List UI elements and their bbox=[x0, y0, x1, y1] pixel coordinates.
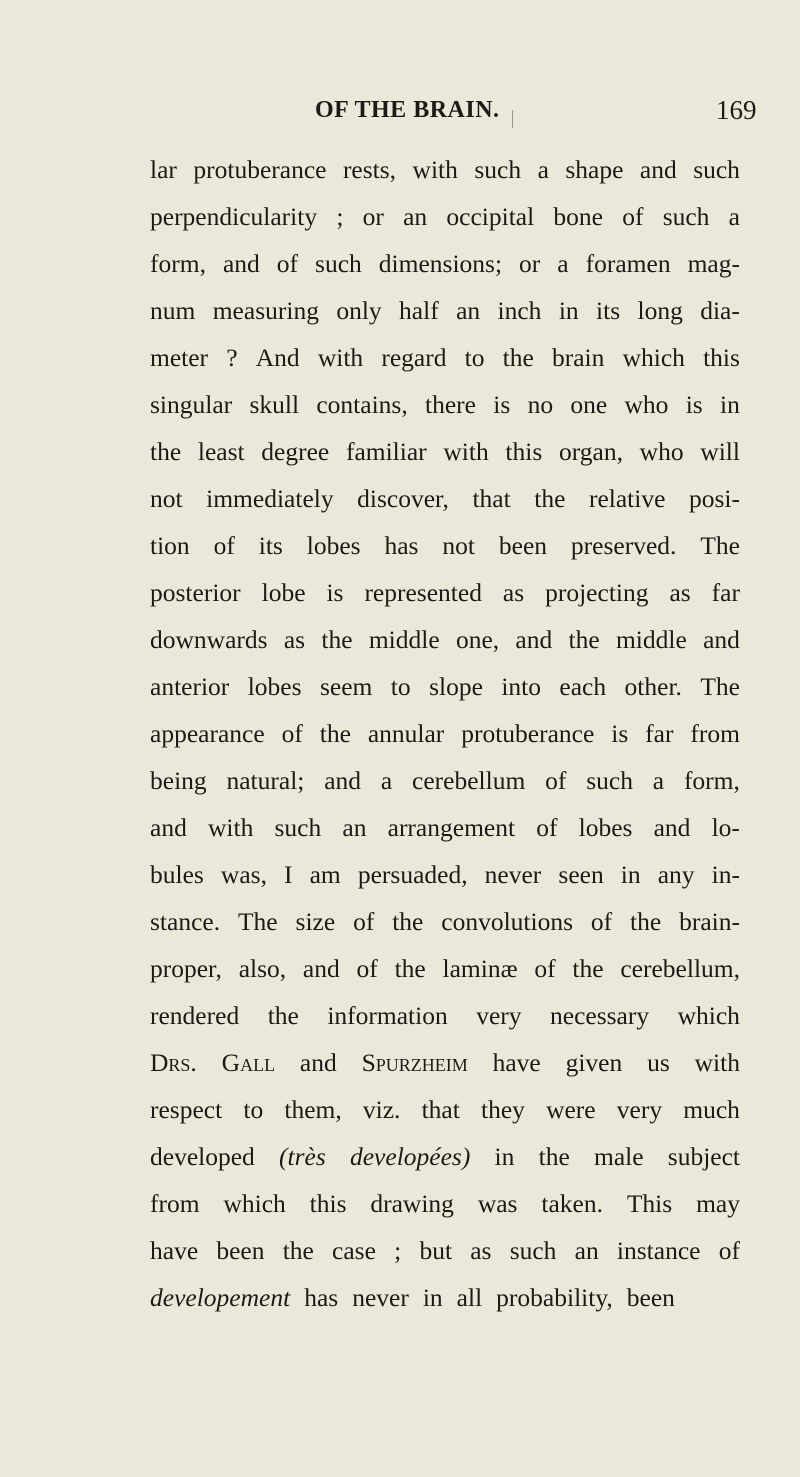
word: developées) bbox=[349, 1142, 471, 1171]
word: and bbox=[653, 813, 691, 842]
word: the bbox=[538, 1142, 570, 1171]
word: respect bbox=[150, 1095, 223, 1124]
word: may bbox=[696, 1189, 740, 1218]
word: all bbox=[456, 1283, 483, 1312]
word: a bbox=[537, 155, 549, 184]
word: very bbox=[476, 1001, 522, 1030]
word: brain bbox=[551, 343, 605, 372]
word: and bbox=[515, 625, 553, 654]
word: the bbox=[394, 954, 426, 983]
word: far bbox=[711, 578, 740, 607]
word: taken. bbox=[541, 1189, 603, 1218]
word: the bbox=[534, 484, 566, 513]
word: this bbox=[505, 437, 543, 466]
word: is bbox=[326, 578, 344, 607]
word: in bbox=[422, 1283, 443, 1312]
word: a bbox=[380, 766, 393, 795]
word: each bbox=[559, 672, 607, 701]
word: Spurzheim bbox=[361, 1048, 468, 1077]
word: as bbox=[283, 625, 306, 654]
word: slope bbox=[429, 672, 483, 701]
word: us bbox=[647, 1048, 670, 1077]
word: lobes bbox=[247, 672, 302, 701]
word: with bbox=[412, 155, 458, 184]
word: This bbox=[626, 1189, 673, 1218]
word: dia- bbox=[700, 296, 740, 325]
word: immediately bbox=[206, 484, 334, 513]
word: and bbox=[324, 766, 362, 795]
word: and bbox=[299, 1048, 337, 1077]
word: an bbox=[403, 202, 428, 231]
word: been bbox=[216, 1236, 265, 1265]
word: and bbox=[302, 954, 340, 983]
word: meter bbox=[150, 343, 209, 372]
word: an bbox=[574, 1236, 599, 1265]
word: of bbox=[353, 907, 375, 936]
word: not bbox=[150, 484, 183, 513]
word: tion bbox=[150, 531, 190, 560]
word: half bbox=[399, 296, 439, 325]
text-line bbox=[150, 193, 740, 240]
word: of bbox=[213, 531, 235, 560]
word: was, bbox=[220, 860, 267, 889]
word: also, bbox=[238, 954, 287, 983]
word: of bbox=[590, 907, 613, 936]
body-text bbox=[150, 146, 740, 1321]
word: of bbox=[356, 954, 378, 983]
text-line bbox=[150, 1180, 740, 1227]
text-line bbox=[150, 287, 740, 334]
word: and bbox=[150, 813, 187, 842]
text-line bbox=[150, 1086, 740, 1133]
word: stance. bbox=[150, 907, 221, 936]
word: of bbox=[276, 249, 299, 278]
word: such bbox=[315, 249, 362, 278]
text-line bbox=[150, 1133, 740, 1180]
word: mag- bbox=[687, 249, 740, 278]
word: developed bbox=[150, 1142, 255, 1171]
word: any bbox=[657, 860, 695, 889]
word: the bbox=[150, 437, 182, 466]
text-line bbox=[150, 522, 740, 569]
word: such bbox=[662, 202, 710, 231]
text-line bbox=[150, 240, 740, 287]
word: will bbox=[700, 437, 740, 466]
word: the bbox=[392, 907, 424, 936]
word: cerebellum bbox=[412, 766, 526, 795]
text-line bbox=[150, 992, 740, 1039]
word: as bbox=[502, 578, 525, 607]
word: lar bbox=[150, 155, 177, 184]
text-line bbox=[150, 334, 740, 381]
word: with bbox=[317, 343, 364, 372]
word: ; bbox=[336, 202, 344, 231]
word: lobes bbox=[306, 531, 361, 560]
word: have bbox=[492, 1048, 541, 1077]
word: a bbox=[728, 202, 740, 231]
word: skull bbox=[249, 390, 300, 419]
word: drawing bbox=[370, 1189, 454, 1218]
word: form, bbox=[150, 249, 206, 278]
word: the bbox=[282, 1236, 314, 1265]
word: natural; bbox=[226, 766, 305, 795]
text-line bbox=[150, 804, 740, 851]
word: far bbox=[645, 719, 674, 748]
word: laminæ bbox=[442, 954, 518, 983]
word: one, bbox=[455, 625, 500, 654]
word: perpendicularity bbox=[150, 202, 318, 231]
word: a bbox=[652, 766, 665, 795]
word: who bbox=[624, 390, 669, 419]
word: very bbox=[616, 1095, 663, 1124]
word: inch bbox=[497, 296, 542, 325]
word: and bbox=[222, 249, 260, 278]
word: there bbox=[425, 390, 476, 419]
word: or bbox=[519, 249, 541, 278]
word: to bbox=[464, 343, 485, 372]
word: least bbox=[197, 437, 245, 466]
word: foramen bbox=[585, 249, 671, 278]
word: of bbox=[281, 719, 303, 748]
word: familiar bbox=[345, 437, 427, 466]
word: relative bbox=[588, 484, 666, 513]
word: the bbox=[321, 625, 353, 654]
word: is bbox=[493, 390, 511, 419]
word: lobe bbox=[261, 578, 306, 607]
word: size bbox=[295, 907, 336, 936]
word: have bbox=[150, 1236, 199, 1265]
word: its bbox=[258, 531, 283, 560]
word: much bbox=[683, 1095, 740, 1124]
text-line bbox=[150, 851, 740, 898]
word: but bbox=[419, 1236, 453, 1265]
word: organ, bbox=[558, 437, 623, 466]
word: this bbox=[703, 343, 740, 372]
word: such bbox=[509, 1236, 557, 1265]
word: represented bbox=[364, 578, 482, 607]
word: the bbox=[630, 907, 662, 936]
word: such bbox=[586, 766, 633, 795]
word: only bbox=[336, 296, 382, 325]
word: such bbox=[274, 813, 322, 842]
word: of bbox=[622, 202, 644, 231]
word: a bbox=[557, 249, 569, 278]
text-line bbox=[150, 475, 740, 522]
word: middle bbox=[615, 625, 687, 654]
text-line bbox=[150, 757, 740, 804]
word: as bbox=[669, 578, 691, 607]
word: posi- bbox=[688, 484, 740, 513]
text-line bbox=[150, 616, 740, 663]
word: is bbox=[611, 719, 629, 748]
word: cerebellum, bbox=[620, 954, 740, 983]
word: of bbox=[534, 954, 556, 983]
word: an bbox=[456, 296, 481, 325]
word: in bbox=[494, 1142, 515, 1171]
word: anterior bbox=[150, 672, 230, 701]
word: with bbox=[443, 437, 489, 466]
word: dimensions; bbox=[378, 249, 503, 278]
word: brain- bbox=[679, 907, 740, 936]
word: Gall bbox=[221, 1048, 276, 1077]
word: am bbox=[309, 860, 341, 889]
word: (très bbox=[279, 1142, 326, 1171]
word: from bbox=[150, 1189, 200, 1218]
word: in bbox=[620, 860, 641, 889]
word: probability, bbox=[496, 1283, 613, 1312]
word: such bbox=[474, 155, 522, 184]
word: lo- bbox=[711, 813, 740, 842]
text-line bbox=[150, 1274, 740, 1321]
word: into bbox=[501, 672, 541, 701]
word: been bbox=[626, 1283, 675, 1312]
word: they bbox=[481, 1095, 525, 1124]
text-line bbox=[150, 569, 740, 616]
word: downwards bbox=[150, 625, 268, 654]
word: protuberance bbox=[461, 719, 595, 748]
word: is bbox=[685, 390, 703, 419]
word: Drs. bbox=[150, 1048, 197, 1077]
word: viz. bbox=[362, 1095, 401, 1124]
text-line bbox=[150, 710, 740, 757]
word: persuaded, bbox=[357, 860, 468, 889]
word: the bbox=[502, 343, 534, 372]
word: ? bbox=[226, 343, 238, 372]
word: were bbox=[546, 1095, 596, 1124]
word: to bbox=[243, 1095, 264, 1124]
page-header bbox=[0, 90, 800, 130]
word: measuring bbox=[212, 296, 319, 325]
word: or bbox=[362, 202, 384, 231]
word: lobes bbox=[578, 813, 633, 842]
word: in bbox=[720, 390, 740, 419]
word: such bbox=[693, 155, 740, 184]
word: necessary bbox=[550, 1001, 650, 1030]
word: them, bbox=[284, 1095, 342, 1124]
word: num bbox=[150, 296, 196, 325]
word: has bbox=[304, 1283, 339, 1312]
word: discover, bbox=[357, 484, 449, 513]
word: I bbox=[284, 860, 293, 889]
word: developement bbox=[150, 1283, 291, 1312]
word: been bbox=[498, 531, 548, 560]
page-crease-mark bbox=[512, 110, 513, 128]
word: long bbox=[637, 296, 683, 325]
word: The bbox=[700, 672, 740, 701]
word: has bbox=[384, 531, 419, 560]
word: no bbox=[527, 390, 554, 419]
word: given bbox=[565, 1048, 623, 1077]
word: seem bbox=[319, 672, 373, 701]
word: proper, bbox=[150, 954, 222, 983]
text-line bbox=[150, 381, 740, 428]
word: never bbox=[484, 860, 542, 889]
word: as bbox=[470, 1236, 492, 1265]
word: to bbox=[390, 672, 411, 701]
word: The bbox=[237, 907, 278, 936]
text-line bbox=[150, 1039, 740, 1086]
text-line bbox=[150, 1227, 740, 1274]
word: rendered bbox=[150, 1001, 240, 1030]
word: annular bbox=[367, 719, 445, 748]
word: degree bbox=[261, 437, 330, 466]
word: seen bbox=[558, 860, 604, 889]
word: protuberance bbox=[193, 155, 327, 184]
word: this bbox=[309, 1189, 347, 1218]
word: was bbox=[477, 1189, 518, 1218]
word: regard bbox=[381, 343, 447, 372]
word: with bbox=[207, 813, 254, 842]
word: the bbox=[267, 1001, 299, 1030]
word: never bbox=[352, 1283, 409, 1312]
word: bules bbox=[150, 860, 204, 889]
word: preserved. bbox=[570, 531, 677, 560]
word: being bbox=[150, 766, 207, 795]
word: bone bbox=[553, 202, 603, 231]
word: information bbox=[327, 1001, 448, 1030]
word: other. bbox=[624, 672, 682, 701]
word: in- bbox=[711, 860, 740, 889]
word: who bbox=[639, 437, 684, 466]
word: male bbox=[593, 1142, 644, 1171]
word: with bbox=[694, 1048, 740, 1077]
text-line bbox=[150, 146, 740, 193]
word: subject bbox=[667, 1142, 740, 1171]
word: in bbox=[558, 296, 579, 325]
word: that bbox=[421, 1095, 460, 1124]
word: and bbox=[639, 155, 677, 184]
word: instance bbox=[616, 1236, 701, 1265]
word: occipital bbox=[446, 202, 535, 231]
word: convolutions bbox=[441, 907, 574, 936]
word: case bbox=[332, 1236, 376, 1265]
word: arrangement bbox=[387, 813, 516, 842]
word: an bbox=[342, 813, 367, 842]
word: its bbox=[596, 296, 621, 325]
word: ; bbox=[394, 1236, 402, 1265]
word: one bbox=[570, 390, 608, 419]
word: of bbox=[536, 813, 558, 842]
word: appearance bbox=[150, 719, 265, 748]
word: the bbox=[568, 625, 600, 654]
word: that bbox=[472, 484, 511, 513]
word: which bbox=[622, 343, 685, 372]
word: which bbox=[223, 1189, 286, 1218]
word: the bbox=[319, 719, 351, 748]
word: form, bbox=[683, 766, 740, 795]
running-head: OF THE BRAIN. bbox=[315, 97, 500, 123]
word: rests, bbox=[342, 155, 397, 184]
word: singular bbox=[150, 390, 233, 419]
word: posterior bbox=[150, 578, 241, 607]
word: shape bbox=[565, 155, 624, 184]
word: not bbox=[442, 531, 475, 560]
word: of bbox=[718, 1236, 740, 1265]
page-number: 169 bbox=[716, 95, 757, 125]
text-line bbox=[150, 663, 740, 710]
text-line bbox=[150, 898, 740, 945]
word: And bbox=[255, 343, 300, 372]
word: contains, bbox=[316, 390, 408, 419]
word: middle bbox=[368, 625, 440, 654]
word: the bbox=[572, 954, 604, 983]
word: and bbox=[703, 625, 740, 654]
word: of bbox=[545, 766, 567, 795]
word: which bbox=[677, 1001, 740, 1030]
text-line bbox=[150, 428, 740, 475]
word: projecting bbox=[545, 578, 649, 607]
text-line bbox=[150, 945, 740, 992]
word: from bbox=[690, 719, 740, 748]
word: The bbox=[700, 531, 740, 560]
